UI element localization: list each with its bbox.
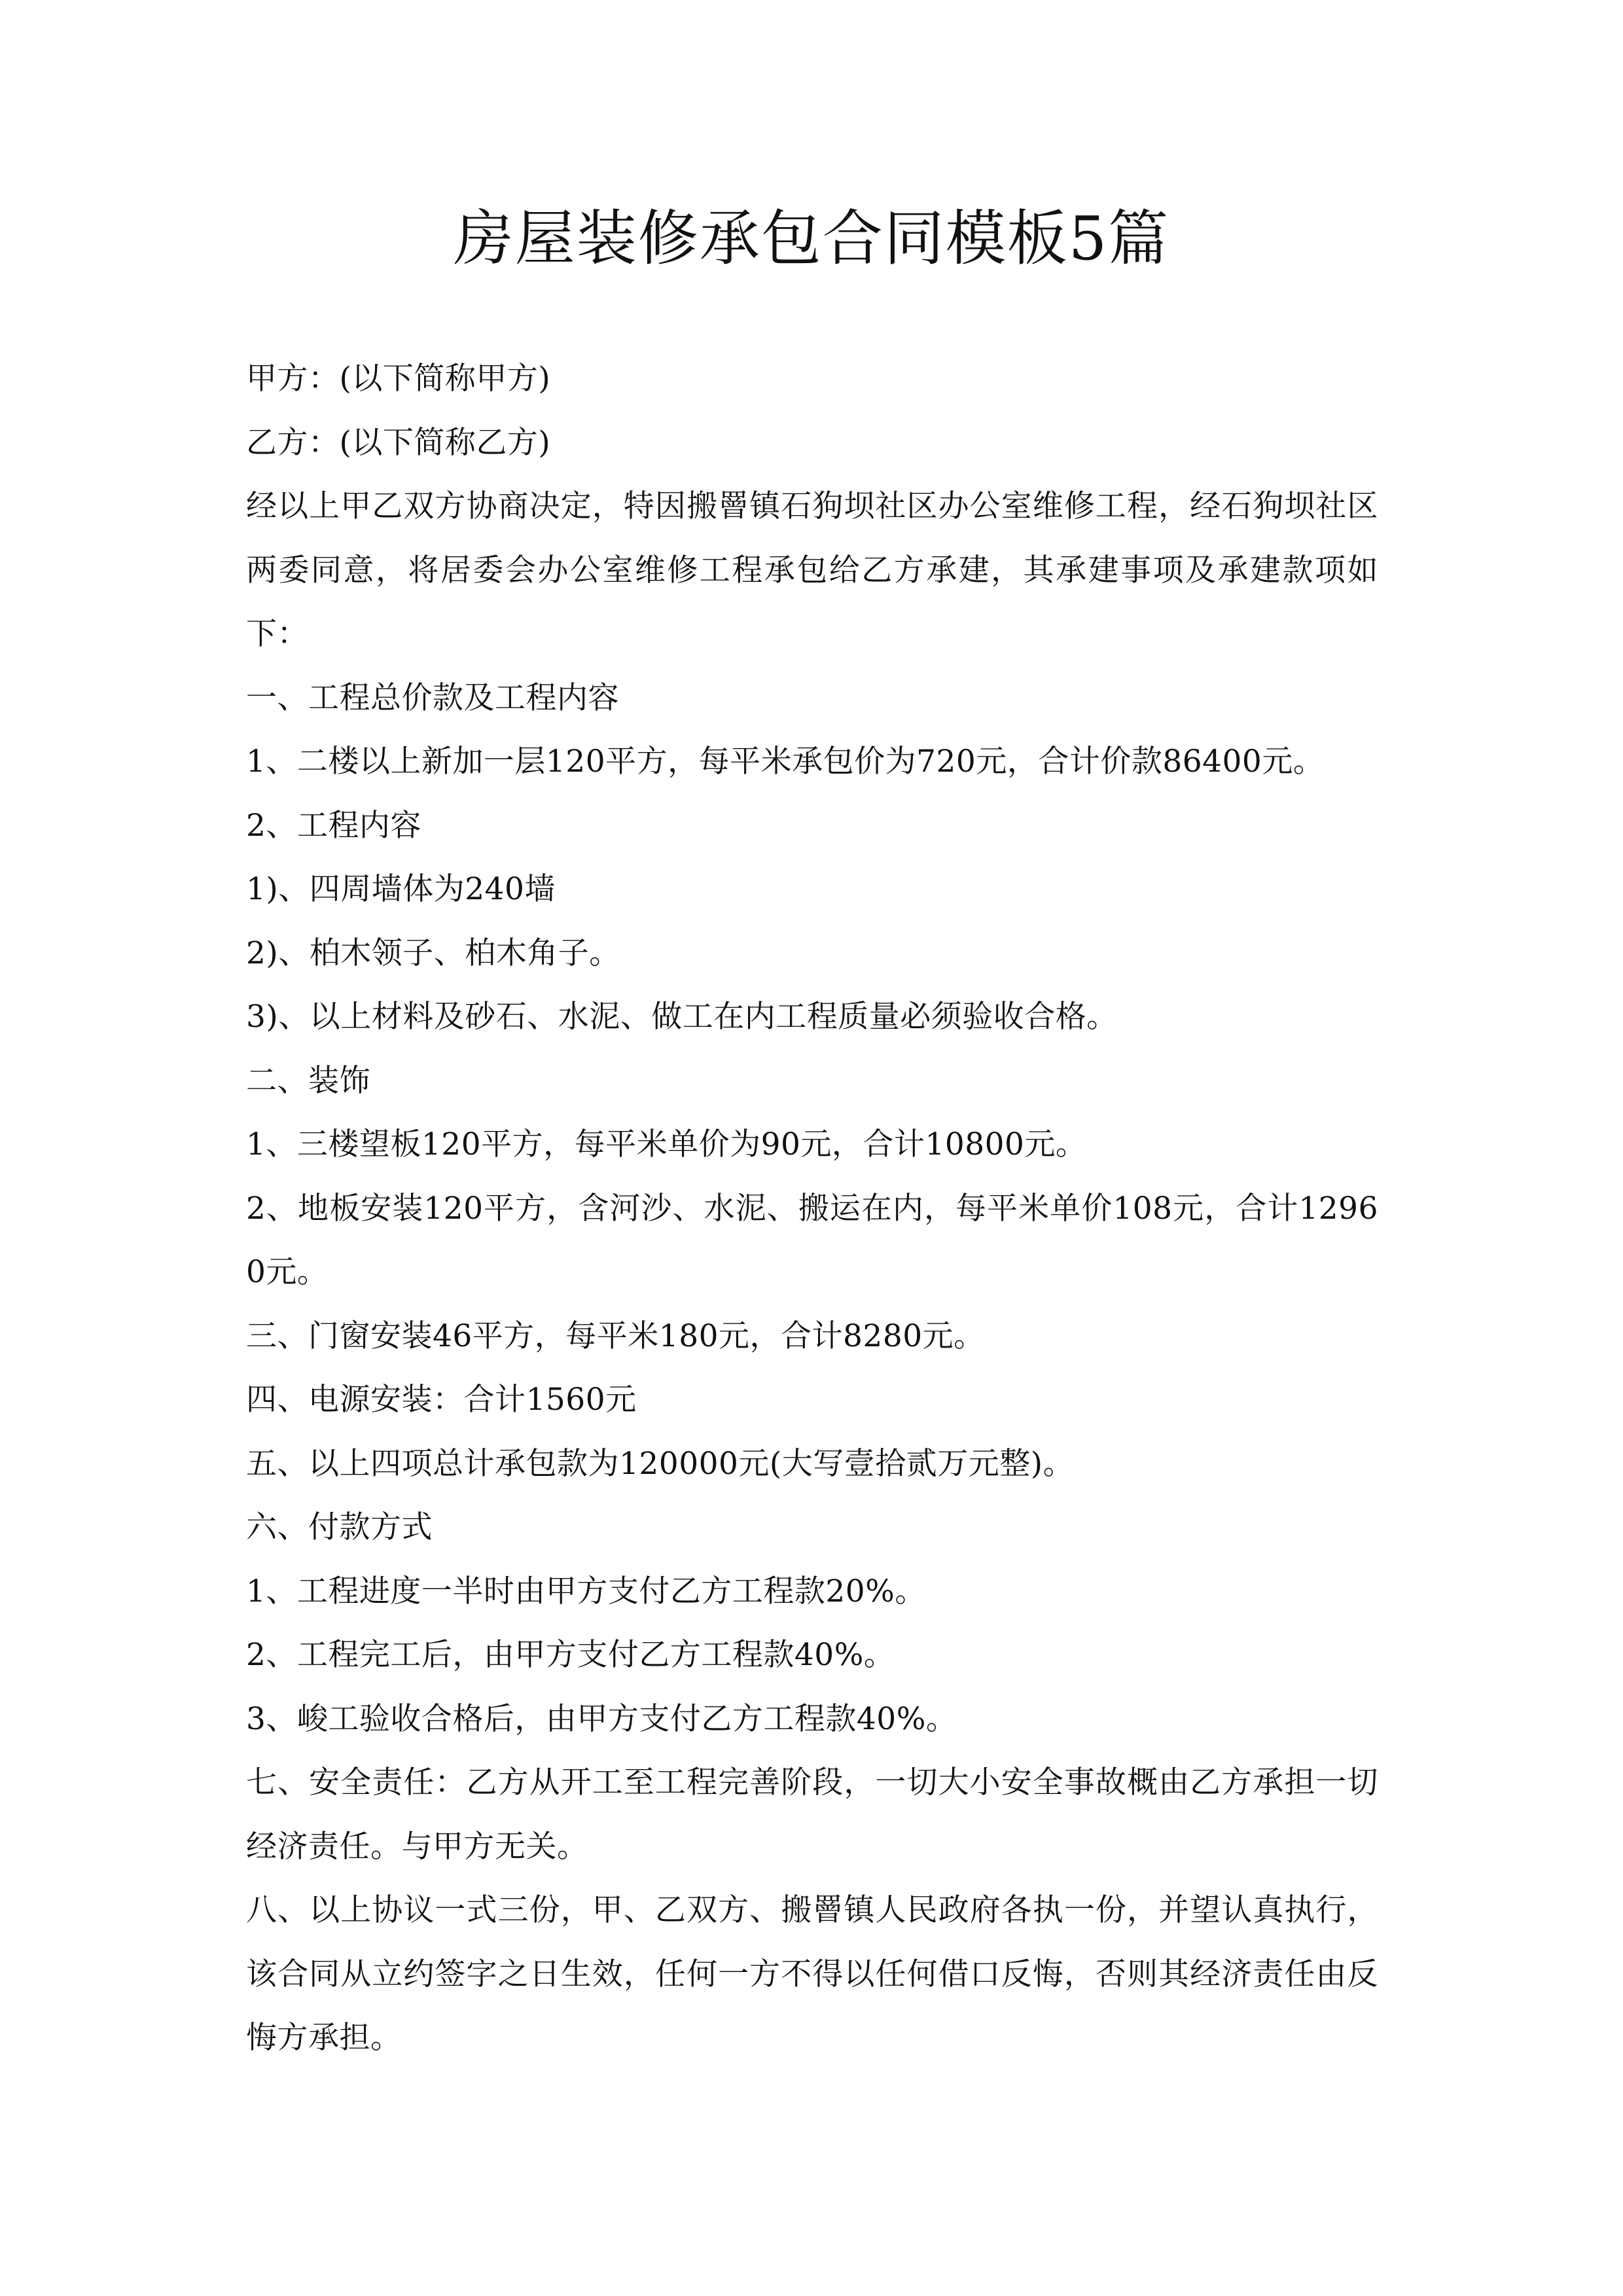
clause-2-2: 2、地板安装120平方，含河沙、水泥、搬运在内，每平米单价108元，合计12960元。 bbox=[246, 1190, 1378, 1290]
clause-1-2: 2、工程内容 bbox=[246, 807, 421, 844]
clause-2-1: 1、三楼望板120平方，每平米单价为90元，合计10800元。 bbox=[246, 1126, 1087, 1162]
section-8: 八、以上协议一式三份，甲、乙双方、搬罾镇人民政府各执一份，并望认真执行，该合同从立约签字之日生效，任何一方不得以任何借口反悔，否则其经济责任由反悔方承担。 bbox=[246, 1892, 1378, 2056]
document-title: 房屋装修承包合同模板5篇 bbox=[453, 204, 1170, 274]
document-body bbox=[246, 347, 1378, 2070]
section-7: 七、安全责任：乙方从开工至工程完善阶段，一切大小安全事故概由乙方承担一切经济责任。与甲方无关。 bbox=[246, 1765, 1378, 1865]
section-3: 三、门窗安装46平方，每平米180元，合计8280元。 bbox=[246, 1318, 985, 1354]
clause-6-1: 1、工程进度一半时由甲方支付乙方工程款20%。 bbox=[246, 1573, 926, 1609]
section-heading-2: 二、装饰 bbox=[246, 1062, 370, 1099]
clause-1-2-1: 1)、四周墙体为240墙 bbox=[246, 871, 556, 907]
party-b-line: 乙方：(以下简称乙方) bbox=[246, 424, 551, 461]
clause-6-3: 3、峻工验收合格后，由甲方支付乙方工程款40%。 bbox=[246, 1700, 957, 1737]
clause-1-2-3: 3)、以上材料及砂石、水泥、做工在内工程质量必须验收合格。 bbox=[246, 999, 1118, 1035]
clause-1-1: 1、二楼以上新加一层120平方，每平米承包价为720元，合计价款86400元。 bbox=[246, 744, 1325, 780]
intro-paragraph: 经以上甲乙双方协商决定，特因搬罾镇石狗坝社区办公室维修工程，经石狗坝社区两委同意，将居委会办公室维修工程承包给乙方承建，其承建事项及承建款项如下： bbox=[246, 488, 1378, 652]
section-4: 四、电源安装：合计1560元 bbox=[246, 1382, 637, 1418]
section-5: 五、以上四项总计承包款为120000元(大写壹拾贰万元整)。 bbox=[246, 1445, 1075, 1482]
party-a-line: 甲方：(以下简称甲方) bbox=[246, 361, 551, 397]
section-heading-1: 一、工程总价款及工程内容 bbox=[246, 679, 619, 716]
clause-6-2: 2、工程完工后，由甲方支付乙方工程款40%。 bbox=[246, 1637, 895, 1673]
clause-1-2-2: 2)、柏木领子、柏木角子。 bbox=[246, 935, 620, 971]
section-heading-6: 六、付款方式 bbox=[246, 1509, 433, 1545]
